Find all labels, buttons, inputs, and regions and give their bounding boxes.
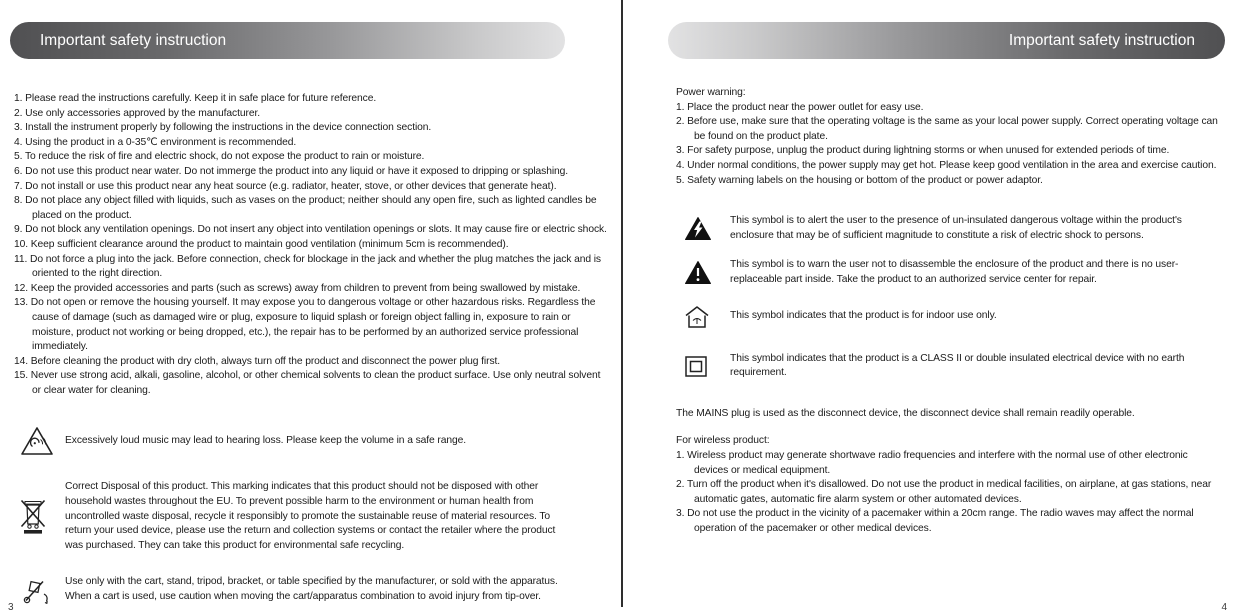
power-warning-item: 3. For safety purpose, unplug the product during lightning storms or when unused for extended periods of time.: [676, 145, 1170, 157]
left-page-content: [0, 92, 622, 605]
cart-warning-text: Use only with the cart, stand, tripod, bracket, or table specified by the manufacturer, or sold with the apparatus. When a cart is used, use caution when moving the cart/apparatus combination to avoid injury from tip-over.: [65, 576, 558, 603]
instruction-item: 6. Do not use this product near water. Do not immerge the product into any liquid or have it exposed to dripping or splashing.: [14, 165, 569, 177]
instruction-item: 7. Do not install or use this product near any heat source (e.g. radiator, heater, stove, or other devices that generate heat).: [14, 180, 557, 192]
instruction-item: 9. Do not block any ventilation openings. Do not insert any object into ventilation openings or slots. It may cause fire or electric shock.: [14, 224, 607, 236]
page-header-left: [10, 22, 565, 59]
indoor-use-house-icon: [684, 305, 710, 329]
safety-instruction-list: [14, 92, 612, 398]
mains-note: The MAINS plug is used as the disconnect device, the disconnect device shall remain readily operable.: [676, 407, 1135, 419]
wireless-product-title: For wireless product:: [676, 435, 770, 447]
class-ii-symbol-row: [676, 352, 1221, 381]
instruction-item: 15. Never use strong acid, alkali, gasoline, alcohol, or other chemical solvents to clean the product surface. Use only neutral solvent or clear water for cleaning.: [14, 370, 601, 396]
power-warning-item: 2. Before use, make sure that the operating voltage is the same as your local power supply. Correct operating voltage can be found on the product plate.: [676, 116, 1218, 142]
instruction-item: 3. Install the instrument properly by following the instructions in the device connection section.: [14, 122, 432, 134]
page-title-left: Important safety instruction: [40, 32, 227, 49]
instruction-item: 12. Keep the provided accessories and parts (such as screws) away from children to prevent from being swallowed by mistake.: [14, 282, 581, 294]
wireless-product-item: 1. Wireless product may generate shortwave radio frequencies and interfere with the normal use of other electronic devices or medical equipment.: [676, 449, 1188, 476]
wireless-product-list: [676, 449, 1221, 537]
power-warning-item: 5. Safety warning labels on the housing or bottom of the product or power adaptor.: [676, 174, 1043, 186]
instruction-item: 14. Before cleaning the product with dry cloth, always turn off the product and disconnect the power plug first.: [14, 355, 501, 367]
class-ii-symbol-text: This symbol indicates that the product is a CLASS II or double insulated electrical device with no earth requirement.: [730, 352, 1185, 379]
instruction-item: 8. Do not place any object filled with liquids, such as vases on the product; neither should any open fire, such as lighted candles be placed on the product.: [14, 195, 597, 221]
weee-disposal-icon: [20, 499, 46, 535]
hearing-warning-row: [14, 426, 612, 456]
wireless-product-item: 2. Turn off the product when it's disallowed. Do not use the product in medical facilities, on airplane, at gas stations, near automatic gates, automatic fire alarm system or other automated devices.: [676, 479, 1212, 505]
power-warning-list: [676, 101, 1221, 189]
indoor-use-symbol-text: This symbol indicates that the product is for indoor use only.: [730, 310, 997, 322]
page-header-right: [668, 22, 1225, 59]
manual-page-right: [623, 0, 1235, 613]
instruction-item: 2. Use only accessories approved by the manufacturer.: [14, 107, 260, 119]
hearing-warning-icon: [20, 426, 54, 456]
disposal-note-row: [14, 480, 612, 553]
voltage-symbol-row: [676, 214, 1221, 243]
high-voltage-triangle-icon: [684, 216, 712, 241]
power-warning-item: 4. Under normal conditions, the power supply may get hot. Please keep good ventilation in the area and exercise caution.: [676, 159, 1217, 171]
instruction-item: 13. Do not open or remove the housing yourself. It may expose you to dangerous voltage or other hazardous risks. Regardless the cause of damage (such as damaged wire or plug, exposure to liquid splash or foreign object falling in, exposure to rain or moisture, product not working or being dropped, etc.), the repair has to be performed by an authorized service professional immediately.: [14, 297, 596, 353]
class-ii-double-square-icon: [684, 355, 708, 378]
instruction-item: 5. To reduce the risk of fire and electric shock, do not expose the product to rain or moisture.: [14, 151, 425, 163]
right-page-content: [623, 86, 1235, 536]
indoor-use-symbol-row: [676, 305, 1221, 329]
power-warning-title: Power warning:: [676, 87, 746, 98]
exclamation-triangle-icon: [684, 260, 712, 285]
instruction-item: 4. Using the product in a 0-35℃ environment is recommended.: [14, 136, 297, 148]
voltage-symbol-text: This symbol is to alert the user to the presence of un-insulated dangerous voltage within the product's enclosure that may be of sufficient magnitude to constitute a risk of electric shock to persons.: [730, 215, 1182, 241]
cart-warning-row: [14, 575, 612, 604]
power-warning-item: 1. Place the product near the power outlet for easy use.: [676, 101, 924, 113]
instruction-item: 10. Keep sufficient clearance around the product to maintain good ventilation (minimum 5cm is recommended).: [14, 238, 509, 250]
wireless-product-item: 3. Do not use the product in the vicinity of a pacemaker within a 20cm range. The radio waves may affect the normal operation of the pacemaker or other medical devices.: [676, 508, 1194, 534]
no-disassemble-symbol-row: [676, 258, 1221, 287]
hearing-warning-text: Excessively loud music may lead to hearing loss. Please keep the volume in a safe range.: [65, 435, 467, 447]
instruction-item: 1. Please read the instructions carefully. Keep it in safe place for future reference.: [14, 93, 377, 104]
page-number-right: 4: [1221, 602, 1227, 613]
instruction-item: 11. Do not force a plug into the jack. Before connection, check for blockage in the jack and whether the plug matches the jack and is oriented to the right direction.: [14, 253, 601, 280]
disposal-note-text: Correct Disposal of this product. This marking indicates that this product should not be disposed with other household wastes throughout the EU. To prevent possible harm to the environment or human health from uncontrolled waste disposal, recycle it responsibly to promote the sustainable reuse of material resources. To return your used device, please use the return and collection systems or contact the retailer where the product was purchased. They can take this product for environmental safe recycling.: [65, 481, 556, 551]
page-number-left: 3: [8, 602, 14, 613]
cart-tip-over-icon: [20, 576, 52, 604]
page-title-right: Important safety instruction: [1008, 32, 1195, 49]
no-disassemble-symbol-text: This symbol is to warn the user not to disassemble the enclosure of the product and there is no user-replaceable part inside. Take the product to an authorized service center for repair.: [730, 259, 1179, 285]
